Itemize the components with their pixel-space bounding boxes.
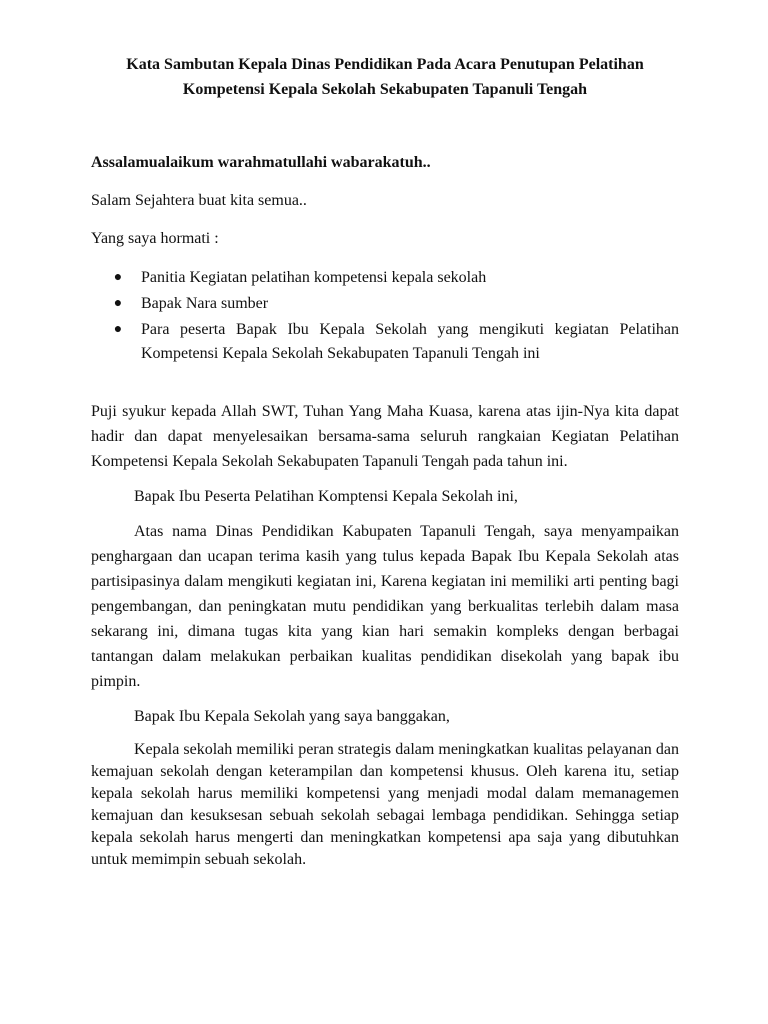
list-item	[91, 266, 679, 290]
paragraph-address-principals: Bapak Ibu Kepala Sekolah yang saya banggakan,	[134, 708, 450, 725]
respect-list	[91, 266, 679, 366]
paragraph-role: Kepala sekolah memiliki peran strategis dalam meningkatkan kualitas pelayanan dan kemajuan sekolah dengan keterampilan dan kompetensi khusus. Oleh karena itu, setiap kepala sekolah harus memiliki kompetensi yang menjadi modal dalam memanagemen kemajuan dan kesuksesan sebuah sekolah sebagai lembaga pendidikan. Sehingga setiap kepala sekolah harus mengerti dan meningkatkan kompetensi apa saja yang dibutuhkan untuk memimpin sebuah sekolah.	[91, 741, 679, 868]
list-item	[91, 318, 679, 366]
bullet-icon: ●	[113, 322, 123, 337]
title-line: Kompetensi Kepala Sekolah Sekabupaten Tapanuli Tengah	[182, 81, 588, 98]
greeting: Assalamualaikum warahmatullahi wabarakatuh..	[91, 154, 431, 171]
document-title	[91, 52, 679, 102]
list-item	[91, 292, 679, 316]
respect-heading: Yang saya hormati :	[91, 230, 219, 247]
list-item-text: Bapak Nara sumber	[141, 295, 269, 312]
salam-text: Salam Sejahtera buat kita semua..	[91, 192, 307, 209]
bullet-icon: ●	[113, 296, 123, 311]
bullet-icon: ●	[113, 270, 123, 285]
list-item-text: Panitia Kegiatan pelatihan kompetensi kepala sekolah	[141, 269, 487, 286]
title-line: Kata Sambutan Kepala Dinas Pendidikan Pada Acara Penutupan Pelatihan	[126, 56, 644, 73]
paragraph-appreciation: Atas nama Dinas Pendidikan Kabupaten Tapanuli Tengah, saya menyampaikan penghargaan dan ucapan terima kasih yang tulus kepada Bapak Ibu Kepala Sekolah atas partisipasinya dalam mengikuti kegiatan ini, Karena kegiatan ini memiliki arti penting bagi pengembangan, dan peningkatan mutu pendidikan yang berkualitas terlebih dalam masa sekarang ini, dimana tugas kita yang kian hari semakin kompleks dengan berbagai tantangan dalam melakukan perbaikan kualitas pendidikan disekolah yang bapak ibu pimpin.	[91, 523, 679, 690]
paragraph-address-participants: Bapak Ibu Peserta Pelatihan Komptensi Kepala Sekolah ini,	[134, 488, 518, 505]
list-item-text: Para peserta Bapak Ibu Kepala Sekolah yang mengikuti kegiatan Pelatihan Kompetensi Kepala Sekolah Sekabupaten Tapanuli Tengah ini	[141, 321, 679, 362]
paragraph-gratitude: Puji syukur kepada Allah SWT, Tuhan Yang Maha Kuasa, karena atas ijin-Nya kita dapat hadir dan dapat menyelesaikan bersama-sama seluruh rangkaian Kegiatan Pelatihan Kompetensi Kepala Sekolah Sekabupaten Tapanuli Tengah pada tahun ini.	[91, 403, 679, 470]
